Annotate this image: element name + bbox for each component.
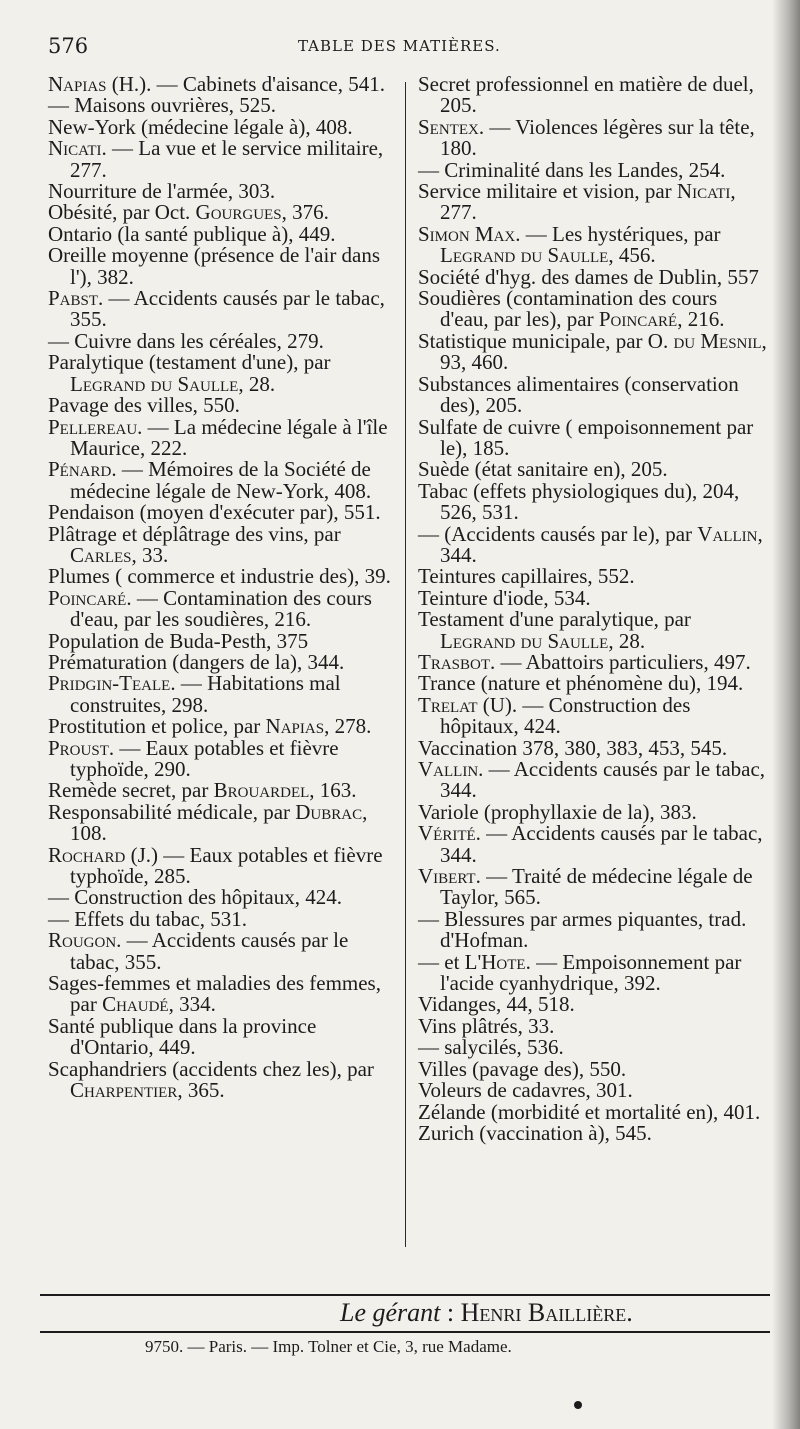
author-name: Nicati xyxy=(676,179,731,204)
gerant-name: Henri Baillière. xyxy=(460,1298,633,1327)
index-entry xyxy=(418,74,768,117)
index-entry xyxy=(418,328,768,375)
page-number: 576 xyxy=(48,34,89,58)
entry-text: Sages-femmes et maladies des femmes, par xyxy=(48,971,381,1017)
gerant-label: Le gérant xyxy=(340,1298,441,1327)
index-entry xyxy=(48,114,398,139)
entry-text: Tabac (effets physiologiques du), 204, 526, 531. xyxy=(418,478,740,525)
index-entry xyxy=(418,478,768,525)
index-entry xyxy=(48,930,398,973)
author-name: Simon Max. xyxy=(418,221,521,246)
author-name: Poincaré. xyxy=(48,585,132,610)
entry-text: , 28. xyxy=(608,628,646,653)
entry-text: , 28. xyxy=(238,371,276,396)
index-entry xyxy=(418,1099,768,1124)
entry-text: Suède (état sanitaire en), 205. xyxy=(418,457,668,482)
author-name: Pénard. xyxy=(48,457,117,482)
entry-text: Santé publique dans la province d'Ontario, 449. xyxy=(48,1013,317,1060)
entry-text: — Violences légères sur la tête, 180. xyxy=(440,114,755,161)
index-entry xyxy=(48,628,398,653)
index-entry xyxy=(418,521,768,567)
index-entry xyxy=(48,1056,398,1103)
index-entry xyxy=(418,759,768,802)
entry-text: , 93, 460. xyxy=(440,328,767,375)
entry-text: , 278. xyxy=(324,714,372,739)
index-entry xyxy=(48,906,398,931)
entry-text: — Cuivre dans les céréales, 279. xyxy=(48,328,324,353)
author-name: Nicati. xyxy=(48,136,107,161)
entry-text: — Cabinets d'aisance, 541. xyxy=(151,72,385,96)
index-entry xyxy=(48,842,398,889)
author-name: Poincaré xyxy=(598,307,678,332)
entry-text: , 216. xyxy=(677,307,725,332)
index-entry xyxy=(48,138,398,181)
author-name: Pridgin-Teale. xyxy=(48,671,176,696)
gerant-separator: : xyxy=(440,1298,461,1327)
entry-text: Sulfate de cuivre ( empoisonnement par le), 185. xyxy=(418,414,754,460)
author-name: Gourgues xyxy=(195,200,282,225)
entry-text: Teintures capillaires, 552. xyxy=(418,564,635,589)
index-entry xyxy=(418,735,768,760)
entry-text: — Maisons ouvrières, 525. xyxy=(48,93,277,118)
entry-text: Responsabilité médicale, par xyxy=(48,799,296,824)
index-entry xyxy=(48,414,398,460)
index-entry xyxy=(418,371,768,418)
index-entry xyxy=(48,716,398,737)
index-entry xyxy=(418,181,768,224)
entry-text: — Traité de médecine légale de Taylor, 565. xyxy=(440,864,753,910)
entry-text: Paralytique (testament d'une), par xyxy=(48,350,331,375)
entry-text: Secret professionnel en matière de duel, 205. xyxy=(418,72,754,118)
index-entry xyxy=(418,994,768,1015)
entry-text: Vidanges, 44, 518. xyxy=(418,992,575,1017)
entry-text: — Les hystériques, par xyxy=(520,221,721,246)
author-name: Trasbot. xyxy=(418,649,496,674)
entry-text: Plâtrage et déplâtrage des vins, par xyxy=(48,521,341,546)
author-name: Brouardel xyxy=(213,778,310,803)
footer-rule-bottom xyxy=(40,1331,770,1333)
entry-text: Nourriture de l'armée, 303. xyxy=(48,179,276,204)
entry-text: — Construction des hôpitaux, 424. xyxy=(48,885,342,910)
entry-text: Prématuration (dangers de la), 344. xyxy=(48,649,345,674)
index-entry xyxy=(418,566,768,587)
entry-text: — La vue et le service militaire, 277. xyxy=(70,136,384,182)
entry-text: Ontario (la santé publique à), 449. xyxy=(48,221,336,246)
author-name: Pabst. xyxy=(48,286,104,311)
index-entry xyxy=(48,459,398,502)
author-name: Trelat (U). xyxy=(418,692,518,717)
author-name: Legrand du Saulle xyxy=(440,628,609,653)
entry-text: — Accidents causés par le tabac, 344. xyxy=(440,757,766,803)
entry-text: Population de Buda-Pesth, 375 xyxy=(48,628,309,653)
entry-text: Soudières (contamination des cours d'eau, par les), par xyxy=(418,286,718,332)
author-name: Napias xyxy=(265,714,325,739)
index-entry xyxy=(418,114,768,161)
index-entry xyxy=(48,673,398,716)
index-entry xyxy=(48,502,398,523)
index-entry xyxy=(48,181,398,202)
entry-text: , 344. xyxy=(440,521,763,567)
entry-text: Pavage des villes, 550. xyxy=(48,393,240,418)
index-entry xyxy=(48,328,398,353)
index-entry xyxy=(48,521,398,567)
author-name: Rougon. xyxy=(48,928,122,953)
entry-text: Variole (prophyllaxie de la), 383. xyxy=(418,799,697,824)
entry-text: , 33. xyxy=(131,542,169,567)
entry-text: Voleurs de cadavres, 301. xyxy=(418,1078,633,1103)
entry-text: — Eaux potables et fièvre typhoïde, 290. xyxy=(70,735,339,781)
entry-text: , 108. xyxy=(70,799,368,846)
entry-text: Société d'hyg. des dames de Dublin, 557 xyxy=(418,264,759,289)
index-entry xyxy=(48,202,398,223)
index-entry xyxy=(418,1037,768,1058)
index-entry xyxy=(48,735,398,781)
entry-text: , 456. xyxy=(608,243,656,268)
index-entry xyxy=(418,1120,768,1145)
author-name: Vallin xyxy=(697,521,758,546)
entry-text: Scaphandriers (accidents chez les), par xyxy=(48,1056,374,1081)
column-divider xyxy=(405,82,406,1247)
index-entry xyxy=(48,395,398,416)
author-name: Dubrac xyxy=(295,799,363,824)
index-entry xyxy=(48,288,398,331)
entry-text: — Effets du tabac, 531. xyxy=(48,906,248,931)
entry-text: Vaccination 378, 380, 383, 453, 545. xyxy=(418,735,728,760)
index-entry xyxy=(48,649,398,674)
footer-rule-top xyxy=(40,1294,770,1296)
entry-text: Plumes ( commerce et industrie des), 39. xyxy=(48,564,391,589)
index-entry xyxy=(48,780,398,801)
author-name: Legrand du Saulle xyxy=(440,243,609,268)
index-entry xyxy=(418,157,768,182)
index-entry xyxy=(418,288,768,331)
entry-text: Teinture d'iode, 534. xyxy=(418,585,591,610)
entry-text: — Accidents causés par le tabac, 355. xyxy=(70,286,385,332)
entry-text: — Blessures par armes piquantes, trad. d'Hofman. xyxy=(418,906,747,953)
index-entry xyxy=(48,245,398,288)
index-entry xyxy=(48,887,398,908)
entry-text: — Abattoirs particuliers, 497. xyxy=(495,649,751,674)
entry-text: Oreille moyenne (présence de l'air dans l'), 382. xyxy=(48,243,381,289)
gerant-line xyxy=(340,1298,633,1328)
entry-text: — Accidents causés par le tabac, 344. xyxy=(440,821,763,867)
index-entry xyxy=(418,823,768,866)
entry-text: , 163. xyxy=(309,778,357,803)
entry-text: Trance (nature et phénomène du), 194. xyxy=(418,671,744,696)
index-entry xyxy=(48,973,398,1016)
index-entry xyxy=(418,585,768,610)
author-name: Pellereau. xyxy=(48,414,143,439)
entry-text: New-York (médecine légale à), 408. xyxy=(48,114,353,139)
entry-text: — et xyxy=(418,949,465,974)
index-entry xyxy=(418,609,768,652)
index-entry xyxy=(418,414,768,460)
author-name: Napias (H.). xyxy=(48,72,152,96)
entry-text: Pendaison (moyen d'exécuter par), 551. xyxy=(48,500,381,525)
entry-text: Testament d'une paralytique, par xyxy=(418,607,691,632)
entry-text: Villes (pavage des), 550. xyxy=(418,1056,627,1081)
index-entry xyxy=(418,1080,768,1101)
index-entry xyxy=(418,221,768,268)
entry-text: Zurich (vaccination à), 545. xyxy=(418,1120,652,1145)
index-entry xyxy=(418,949,768,996)
page-edge-shadow xyxy=(772,0,800,1429)
author-name: Carles xyxy=(70,542,132,567)
index-entry xyxy=(418,649,768,674)
entry-text: Substances alimentaires (conservation des), 205. xyxy=(418,371,739,418)
entry-text: , 376. xyxy=(281,200,329,225)
entry-text: Prostitution et police, par xyxy=(48,714,266,739)
entry-text: — Eaux potables et fièvre typhoïde, 285. xyxy=(70,842,383,889)
entry-text: , 365. xyxy=(177,1078,225,1103)
index-entry xyxy=(418,906,768,953)
entry-text: — Accidents causés par le tabac, 355. xyxy=(70,928,349,974)
index-entry xyxy=(48,74,398,95)
entry-text: , 277. xyxy=(440,179,736,225)
author-name: Proust. xyxy=(48,735,115,760)
author-name: Legrand du Saulle xyxy=(70,371,239,396)
author-name: Charpentier xyxy=(70,1078,178,1103)
author-name: Sentex. xyxy=(418,114,485,139)
index-entry xyxy=(48,799,398,846)
entry-text: — salycilés, 536. xyxy=(418,1035,564,1060)
author-name: L'Hote xyxy=(464,949,526,974)
author-name: Chaudé xyxy=(102,992,169,1017)
entry-text: — Criminalité dans les Landes, 254. xyxy=(418,157,726,182)
entry-text: . — Empoisonnement par l'acide cyanhydrique, 392. xyxy=(440,949,742,996)
entry-text: — La médecine légale à l'île Maurice, 222. xyxy=(70,414,388,460)
page-header xyxy=(48,34,752,60)
entry-text: , 334. xyxy=(168,992,216,1017)
author-name: Rochard (J.) xyxy=(48,842,159,867)
author-name: Vallin. xyxy=(418,757,484,781)
index-entry xyxy=(418,866,768,909)
author-name: du Mesnil xyxy=(673,328,762,353)
entry-text: — Mémoires de la Société de médecine légale de New-York, 408. xyxy=(70,457,372,503)
index-entry xyxy=(48,585,398,632)
author-name: Vibert. xyxy=(418,864,481,889)
index-entry xyxy=(418,1056,768,1081)
entry-text: Statistique municipale, par O. xyxy=(418,328,674,353)
index-entry xyxy=(418,692,768,739)
entry-text: Zélande (morbidité et mortalité en), 401. xyxy=(418,1099,761,1124)
index-column-right xyxy=(418,74,768,1144)
entry-text: Service militaire et vision, par xyxy=(418,179,677,204)
entry-text: — (Accidents causés par le), par xyxy=(418,521,698,546)
index-entry xyxy=(418,1013,768,1038)
ink-dot xyxy=(574,1401,582,1409)
index-entry xyxy=(48,566,398,587)
index-entry xyxy=(48,352,398,395)
entry-text: Obésité, par Oct. xyxy=(48,200,196,225)
index-entry xyxy=(48,221,398,246)
printer-imprint: 9750. — Paris. — Imp. Tolner et Cie, 3, rue Madame. xyxy=(145,1337,512,1356)
index-entry xyxy=(48,95,398,116)
entry-text: — Construction des hôpitaux, 424. xyxy=(440,692,691,739)
index-column-left xyxy=(48,74,398,1102)
index-entry xyxy=(418,459,768,480)
entry-text: — Contamination des cours d'eau, par les soudières, 216. xyxy=(70,585,372,632)
entry-text: Vins plâtrés, 33. xyxy=(418,1013,555,1038)
index-entry xyxy=(48,1013,398,1060)
index-entry xyxy=(418,673,768,694)
entry-text: — Habitations mal construites, 298. xyxy=(70,671,341,717)
index-entry xyxy=(418,264,768,289)
running-title: TABLE DES MATIÈRES. xyxy=(298,37,501,55)
entry-text: Remède secret, par xyxy=(48,778,214,803)
index-entry xyxy=(418,799,768,824)
author-name: Vérité. xyxy=(418,821,481,846)
